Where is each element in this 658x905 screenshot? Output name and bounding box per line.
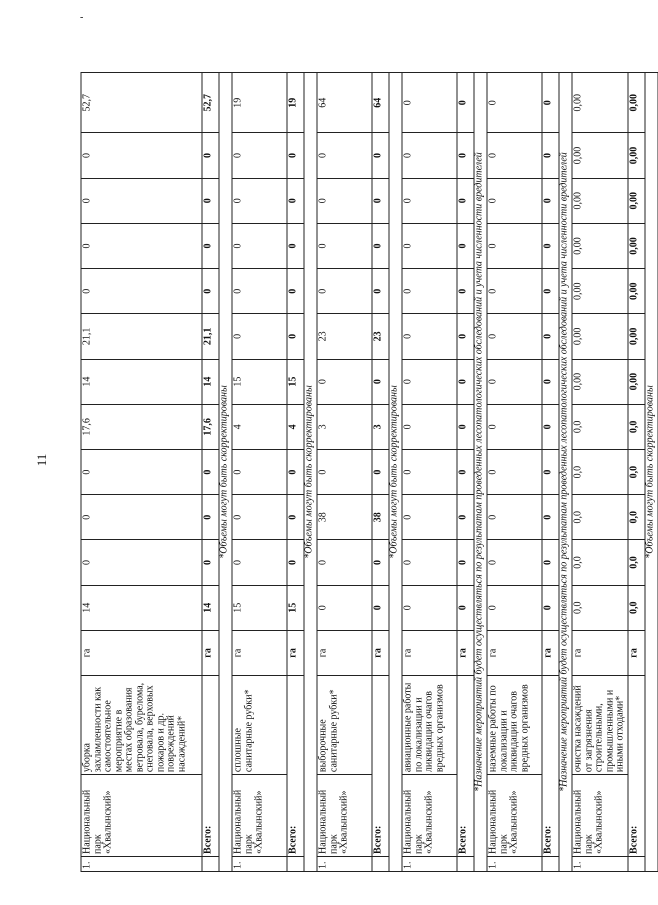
total-value-cell: 0,0 [627, 449, 644, 494]
value-cell: 0 [402, 268, 457, 313]
value-cell: 0 [81, 268, 202, 313]
total-value-cell: 15 [287, 585, 304, 630]
total-value-cell: 0,00 [627, 72, 644, 132]
value-cell: 0,0 [572, 585, 628, 630]
unit-cell: га [232, 630, 287, 675]
note-row [559, 72, 572, 871]
total-value-cell: 0 [457, 449, 474, 494]
activity-cell: уборка захламленности как самостоятельное мероприятие в местах образования ветровала, бурелома, снеговала, верховых пожаров и др. повреждений насаждений* [81, 675, 202, 774]
value-cell: 0 [81, 449, 202, 494]
value-cell: 0 [487, 132, 542, 177]
value-cell: 0 [402, 539, 457, 584]
value-cell: 64 [317, 72, 372, 132]
value-cell: 4 [232, 404, 287, 449]
table-row [402, 72, 457, 871]
total-value-cell: 0 [202, 132, 219, 177]
value-cell: 0 [487, 72, 542, 132]
total-row [287, 72, 304, 871]
total-value-cell: 0 [457, 268, 474, 313]
total-value-cell: 0 [457, 404, 474, 449]
total-value-cell: 0 [202, 223, 219, 268]
unit-cell: га [81, 630, 202, 675]
empty-cell [287, 856, 304, 871]
page-number: 11 [34, 453, 49, 467]
total-value-cell: 21,1 [202, 313, 219, 358]
park-name-cell: Национальный парк «Хвалынский» [487, 774, 542, 856]
empty-cell [372, 856, 389, 871]
footnote-text: *Объемы могут быть скорректированы [389, 72, 402, 871]
total-unit: га [627, 630, 644, 675]
footnote-text: *Объемы могут быть скорректированы [219, 72, 232, 871]
total-value-cell: 0 [372, 585, 389, 630]
empty-cell [457, 856, 474, 871]
total-value-cell: 0 [202, 268, 219, 313]
activity-cell: авиационные работы по локализации и ликвидации очагов вредных организмов [402, 675, 457, 774]
value-cell: 14 [81, 585, 202, 630]
value-cell: 21,1 [81, 313, 202, 358]
value-cell: 0,0 [572, 404, 628, 449]
total-value-cell: 38 [372, 494, 389, 539]
total-value-cell: 0 [372, 539, 389, 584]
total-value-cell: 0 [457, 72, 474, 132]
value-cell: 0 [487, 494, 542, 539]
total-unit: га [542, 630, 559, 675]
total-value-cell: 17,6 [202, 404, 219, 449]
total-value-cell: 0 [372, 359, 389, 404]
total-unit: га [287, 630, 304, 675]
row-number: 1. [402, 856, 457, 871]
park-name-cell: Национальный парк «Хвалынский» [402, 774, 457, 856]
total-value-cell: 0 [202, 494, 219, 539]
total-value-cell: 0 [287, 539, 304, 584]
row-number: 1. [572, 856, 628, 871]
total-value-cell: 0,0 [627, 585, 644, 630]
total-value-cell: 0 [457, 494, 474, 539]
value-cell: 0 [402, 359, 457, 404]
total-value-cell: 23 [372, 313, 389, 358]
total-value-cell: 15 [287, 359, 304, 404]
value-cell: 3 [317, 404, 372, 449]
total-unit: га [457, 630, 474, 675]
table-body [81, 72, 658, 871]
row-number: 1. [232, 856, 287, 871]
total-value-cell: 0,00 [627, 268, 644, 313]
value-cell: 0 [232, 268, 287, 313]
value-cell: 0 [232, 178, 287, 223]
total-value-cell: 0 [202, 539, 219, 584]
value-cell: 19 [232, 72, 287, 132]
value-cell: 0,00 [572, 313, 628, 358]
table-row [572, 72, 628, 871]
value-cell: 0 [402, 449, 457, 494]
value-cell: 0 [317, 223, 372, 268]
total-value-cell: 0,00 [627, 223, 644, 268]
total-value-cell: 0 [542, 539, 559, 584]
value-cell: 0 [232, 223, 287, 268]
table-row [232, 72, 287, 871]
total-value-cell: 0 [457, 539, 474, 584]
table-row [81, 72, 202, 871]
total-value-cell: 0 [542, 72, 559, 132]
forest-protection-table [80, 72, 658, 872]
activity-cell: выборочные санитарные рубки* [317, 675, 372, 774]
total-value-cell: 0,0 [627, 404, 644, 449]
value-cell: 0 [402, 178, 457, 223]
value-cell: 0 [232, 539, 287, 584]
unit-cell: га [317, 630, 372, 675]
value-cell: 0 [317, 178, 372, 223]
total-value-cell: 0 [372, 449, 389, 494]
row-number: 1. [81, 856, 202, 871]
unit-cell: га [402, 630, 457, 675]
total-value-cell: 4 [287, 404, 304, 449]
rotated-table-container [80, 72, 655, 872]
value-cell: 0 [487, 404, 542, 449]
value-cell: 0 [487, 449, 542, 494]
value-cell: 0 [317, 585, 372, 630]
total-value-cell: 64 [372, 72, 389, 132]
total-value-cell: 19 [287, 72, 304, 132]
value-cell: 15 [232, 585, 287, 630]
unit-cell: га [487, 630, 542, 675]
value-cell: 0,00 [572, 223, 628, 268]
empty-cell [627, 856, 644, 871]
value-cell: 0 [402, 494, 457, 539]
empty-cell [542, 856, 559, 871]
total-value-cell: 0 [372, 178, 389, 223]
activity-cell: сплошные санитарные рубки* [232, 675, 287, 774]
park-name-cell: Национальный парк «Хвалынский» [81, 774, 202, 856]
value-cell: 14 [81, 359, 202, 404]
total-row [457, 72, 474, 871]
total-value-cell: 14 [202, 359, 219, 404]
value-cell: 0 [487, 268, 542, 313]
total-value-cell: 0 [202, 449, 219, 494]
activity-cell: наземные работы по локализации и ликвидации очагов вредных организмов [487, 675, 542, 774]
total-label: Всего: [372, 675, 389, 856]
total-value-cell: 0 [457, 585, 474, 630]
total-value-cell: 0 [542, 359, 559, 404]
total-value-cell: 0 [542, 268, 559, 313]
value-cell: 0 [317, 268, 372, 313]
margin-mark: - [80, 12, 84, 23]
total-value-cell: 0,0 [627, 494, 644, 539]
value-cell: 0 [402, 223, 457, 268]
note-row [389, 72, 402, 871]
value-cell: 0 [232, 449, 287, 494]
total-label: Всего: [542, 675, 559, 856]
value-cell: 0 [81, 178, 202, 223]
footnote-text: *Объемы могут быть скорректированы [644, 72, 657, 871]
value-cell: 0 [487, 359, 542, 404]
total-value-cell: 3 [372, 404, 389, 449]
total-value-cell: 0,00 [627, 178, 644, 223]
value-cell: 52,7 [81, 72, 202, 132]
total-label: Всего: [627, 675, 644, 856]
value-cell: 0,00 [572, 359, 628, 404]
value-cell: 0 [81, 539, 202, 584]
value-cell: 0,00 [572, 132, 628, 177]
value-cell: 0,0 [572, 449, 628, 494]
total-value-cell: 0 [542, 494, 559, 539]
value-cell: 0 [317, 132, 372, 177]
value-cell: 0 [487, 313, 542, 358]
value-cell: 0 [487, 178, 542, 223]
note-row [644, 72, 657, 871]
total-value-cell: 0 [542, 449, 559, 494]
total-value-cell: 0 [287, 449, 304, 494]
total-value-cell: 0 [287, 268, 304, 313]
value-cell: 0 [402, 132, 457, 177]
value-cell: 0,00 [572, 268, 628, 313]
total-value-cell: 0,00 [627, 132, 644, 177]
total-value-cell: 0 [372, 223, 389, 268]
value-cell: 0 [81, 494, 202, 539]
value-cell: 0 [81, 132, 202, 177]
total-unit: га [202, 630, 219, 675]
total-row [202, 72, 219, 871]
total-label: Всего: [202, 675, 219, 856]
total-value-cell: 0 [287, 223, 304, 268]
row-number: 1. [487, 856, 542, 871]
total-value-cell: 14 [202, 585, 219, 630]
value-cell: 0 [81, 223, 202, 268]
total-value-cell: 0 [287, 313, 304, 358]
value-cell: 0 [402, 313, 457, 358]
note-row [304, 72, 317, 871]
park-name-cell: Национальный парк «Хвалынский» [317, 774, 372, 856]
total-value-cell: 0 [457, 223, 474, 268]
value-cell: 0 [232, 494, 287, 539]
value-cell: 38 [317, 494, 372, 539]
value-cell: 0 [487, 223, 542, 268]
empty-cell [202, 856, 219, 871]
total-value-cell: 0 [372, 268, 389, 313]
value-cell: 0,0 [572, 494, 628, 539]
total-value-cell: 0 [457, 313, 474, 358]
total-value-cell: 0 [287, 494, 304, 539]
value-cell: 0 [487, 539, 542, 584]
total-value-cell: 0 [542, 223, 559, 268]
value-cell: 15 [232, 359, 287, 404]
total-value-cell: 0,0 [627, 539, 644, 584]
value-cell: 0 [402, 585, 457, 630]
total-value-cell: 0 [457, 132, 474, 177]
value-cell: 0 [232, 313, 287, 358]
footnote-text: *Назначение мероприятий будет осуществляться по результатам проведенных лесопатологических обследований и учета численности вредителей [474, 72, 487, 871]
activity-cell: очистка насаждений от загрязнения строительными, промышленными и иными отходами* [572, 675, 628, 774]
total-value-cell: 0 [542, 404, 559, 449]
value-cell: 23 [317, 313, 372, 358]
total-row [542, 72, 559, 871]
value-cell: 0,00 [572, 72, 628, 132]
total-value-cell: 0 [542, 585, 559, 630]
total-value-cell: 0 [457, 359, 474, 404]
total-value-cell: 0 [542, 178, 559, 223]
note-row [219, 72, 232, 871]
table-row [487, 72, 542, 871]
park-name-cell: Национальный парк «Хвалынский» [572, 774, 628, 856]
total-row [372, 72, 389, 871]
total-value-cell: 0 [202, 178, 219, 223]
value-cell: 0 [317, 449, 372, 494]
value-cell: 17,6 [81, 404, 202, 449]
total-value-cell: 0 [542, 313, 559, 358]
total-value-cell: 0 [457, 178, 474, 223]
value-cell: 0 [317, 359, 372, 404]
total-value-cell: 0,00 [627, 313, 644, 358]
total-value-cell: 0 [372, 132, 389, 177]
value-cell: 0 [317, 539, 372, 584]
value-cell: 0,00 [572, 178, 628, 223]
note-row [474, 72, 487, 871]
total-unit: га [372, 630, 389, 675]
total-value-cell: 0 [542, 132, 559, 177]
row-number: 1. [317, 856, 372, 871]
value-cell: 0 [232, 132, 287, 177]
unit-cell: га [572, 630, 628, 675]
footnote-text: *Объемы могут быть скорректированы [304, 72, 317, 871]
total-label: Всего: [457, 675, 474, 856]
total-value-cell: 0,00 [627, 359, 644, 404]
value-cell: 0 [402, 72, 457, 132]
total-value-cell: 52,7 [202, 72, 219, 132]
total-label: Всего: [287, 675, 304, 856]
park-name-cell: Национальный парк «Хвалынский» [232, 774, 287, 856]
value-cell: 0 [487, 585, 542, 630]
value-cell: 0 [402, 404, 457, 449]
total-value-cell: 0 [287, 132, 304, 177]
table-row [317, 72, 372, 871]
total-value-cell: 0 [287, 178, 304, 223]
footnote-text: *Назначение мероприятий будет осуществляться по результатам проведенных лесопатологических обследований и учета численности вредителей [559, 72, 572, 871]
total-row [627, 72, 644, 871]
value-cell: 0,0 [572, 539, 628, 584]
